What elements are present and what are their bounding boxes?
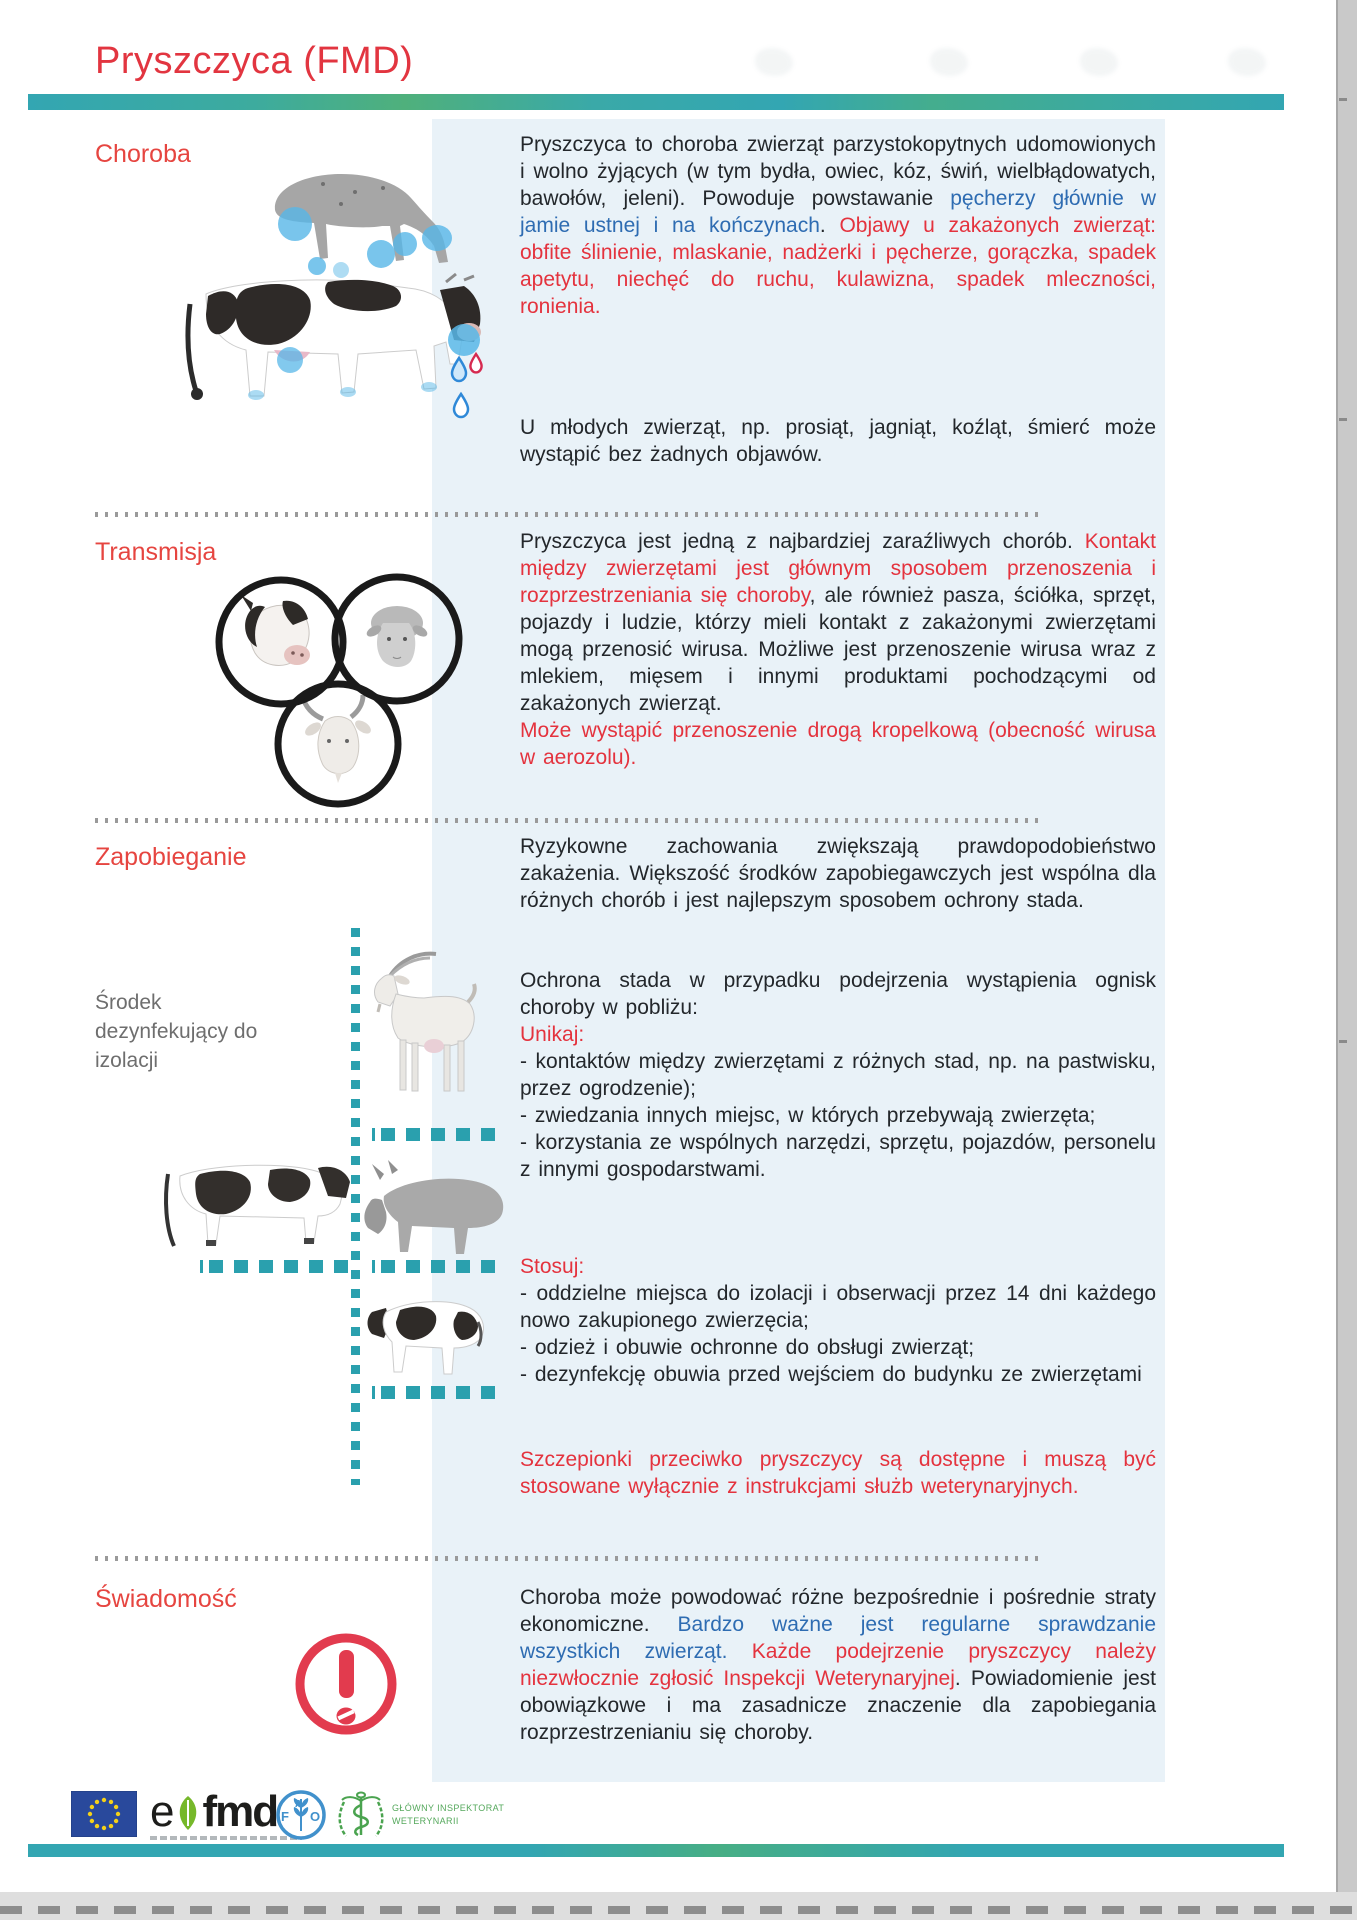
isolation-fence-dashes (372, 1260, 505, 1273)
section-label-zapobieganie: Zapobieganie (95, 843, 247, 871)
alert-exclamation-icon (292, 1630, 400, 1738)
unikaj-item-2: - zwiedzania innych miejsc, w których przebywają zwierzęta; (520, 1104, 1096, 1127)
saliva-drops-icon (452, 354, 482, 417)
transmisja-paragraph-1: Pryszczyca jest jedną z najbardziej zaraźliwych chorób. Kontakt między zwierzętami jest głównym sposobem przenoszenia i rozprzestrzeniania się choroby, ale również pasza, ściółka, sprzęt, pojazdy i ludzie, którzy mieli kontakt z zakażonymi zwierzętami mogą przenosić wirusa. Możliwe jest przenoszenie wirusa wraz z mlekiem, mięsem i innymi produktami pochodzącymi od zakażonych zwierząt. (520, 530, 1156, 715)
swiadomosc-paragraph: Choroba może powodować różne bezpośrednie i pośrednie straty ekonomiczne. Bardzo ważne jest regularne sprawdzanie wszystkich zwierząt. Każde podejrzenie pryszczycy należy niezwłocznie zgłosić Inspekcji Weterynaryjnej. Powiadomienie jest obowiązkowe i ma zasadnicze znaczenie dla zapobiegania rozprzestrzenianiu się choroby. (520, 1586, 1156, 1744)
giw-label (392, 1802, 504, 1828)
unikaj-item-1: - kontaktów między zwierzętami z różnych stad, np. na pastwisku, przez ogrodzenie); (520, 1050, 1156, 1100)
fao-letter-f: F (281, 1809, 289, 1824)
transmisja-paragraph-2: Może wystąpić przenoszenie drogą kropelkową (obecność wirusa w aerozolu). (520, 719, 1156, 769)
goat-illustration (360, 950, 486, 1106)
section-label-choroba: Choroba (95, 140, 191, 168)
stosuj-label: Stosuj: (520, 1255, 585, 1278)
cow-head (241, 595, 310, 665)
scan-ghost-mark (1228, 48, 1266, 76)
isolated-cow-illustration (160, 1140, 352, 1258)
content-background (432, 119, 1165, 1782)
isolation-fence-dashes (372, 1386, 505, 1399)
scan-right-edge (1336, 0, 1357, 1920)
zapobieganie-paragraph-1: Ryzykowne zachowania zwiększają prawdopodobieństwo zakażenia. Większość środków zapobiegawczych jest wspólna dla różnych chorób i jest najlepszym sposobem ochrony stada. (520, 835, 1156, 912)
isolation-fence-dashes (372, 1128, 505, 1141)
transmission-venn-illustration (205, 567, 465, 817)
giw-label-line1: GŁÓWNY INSPEKTORAT (392, 1803, 505, 1813)
eufmd-letter-e: e (150, 1787, 175, 1836)
footer-divider-bar (28, 1844, 1284, 1857)
donkey-illustration (362, 1158, 508, 1260)
section-divider-dotted (95, 818, 1045, 823)
isolation-dotted-line (351, 928, 360, 1485)
holstein-cow-illustration (178, 246, 485, 428)
isolated-cow-illustration (366, 1282, 484, 1382)
scan-bottom-edge (0, 1892, 1357, 1920)
fao-letter-a: A (295, 1799, 303, 1810)
fao-logo (276, 1790, 326, 1840)
stosuj-item-2: - odzież i obuwie ochronne do obsługi zwierząt; (520, 1336, 975, 1359)
eufmd-letters-fmd: fmd (202, 1787, 278, 1836)
choroba-paragraph-2: U młodych zwierząt, np. prosiąt, jagniąt, koźląt, śmierć może wystąpić bez żadnych objawów. (520, 416, 1156, 466)
stosuj-block (520, 1253, 1156, 1388)
giw-label-line2: WETERYNARII (392, 1816, 459, 1826)
transmisja-text (520, 528, 1156, 771)
eufmd-leaf-u-icon (174, 1794, 202, 1832)
szczepionki-paragraph: Szczepionki przeciwko pryszczycy są dostępne i muszą być stosowane wyłącznie z instrukcjami służb weterynaryjnych. (520, 1448, 1156, 1498)
isolation-fence-dashes (200, 1260, 349, 1273)
section-label-swiadomosc: Świadomość (95, 1585, 237, 1613)
choroba-paragraph-1: Pryszczyca to choroba zwierząt parzystokopytnych udomowionych i wolno żyjących (w tym bydła, owiec, kóz, świń, wielbłądowatych, bawołów, jeleni). Powoduje powstawanie pęcherzy głównie w jamie ustnej i na kończynach. Objawy u zakażonych zwierząt: obfite ślinienie, mlaskanie, nadżerki i pęcherze, gorączka, spadek apetytu, niechęć do ruchu, kulawizna, spadek mleczności, ronienia. (520, 133, 1156, 318)
label-srodek-dezynfekujacy: Środek dezynfekujący do izolacji (95, 991, 258, 1072)
scan-ghost-mark (1080, 48, 1118, 76)
unikaj-block (520, 1021, 1156, 1183)
unikaj-item-3: - korzystania ze wspólnych narzędzi, sprzętu, pojazdów, personelu z innymi gospodarstwami. (520, 1131, 1156, 1181)
eu-flag-logo (71, 1791, 137, 1837)
scan-bottom-dashes (0, 1906, 1357, 1914)
unikaj-label: Unikaj: (520, 1023, 585, 1046)
stosuj-item-1: - oddzielne miejsca do izolacji i obserwacji przez 14 dni każdego nowo zakupionego zwierzęcia; (520, 1282, 1156, 1332)
scan-ghost-mark (930, 48, 968, 76)
section-label-transmisja: Transmisja (95, 538, 217, 566)
zapobieganie-paragraph-2: Ochrona stada w przypadku podejrzenia wystąpienia ognisk choroby w pobliżu: (520, 969, 1156, 1019)
goat-head (303, 695, 373, 783)
stosuj-item-3: - dezynfekcję obuwia przed wejściem do budynku ze zwierzętami (520, 1363, 1142, 1386)
section-divider-dotted (95, 512, 1045, 517)
header-divider-bar (28, 94, 1284, 110)
sheep-head (365, 606, 429, 667)
page-title: Pryszczyca (FMD) (95, 40, 414, 82)
veterinary-caduceus-logo (334, 1788, 388, 1842)
fao-letter-o: O (310, 1809, 321, 1824)
section-divider-dotted (95, 1556, 1045, 1561)
scan-ghost-mark (755, 48, 793, 76)
